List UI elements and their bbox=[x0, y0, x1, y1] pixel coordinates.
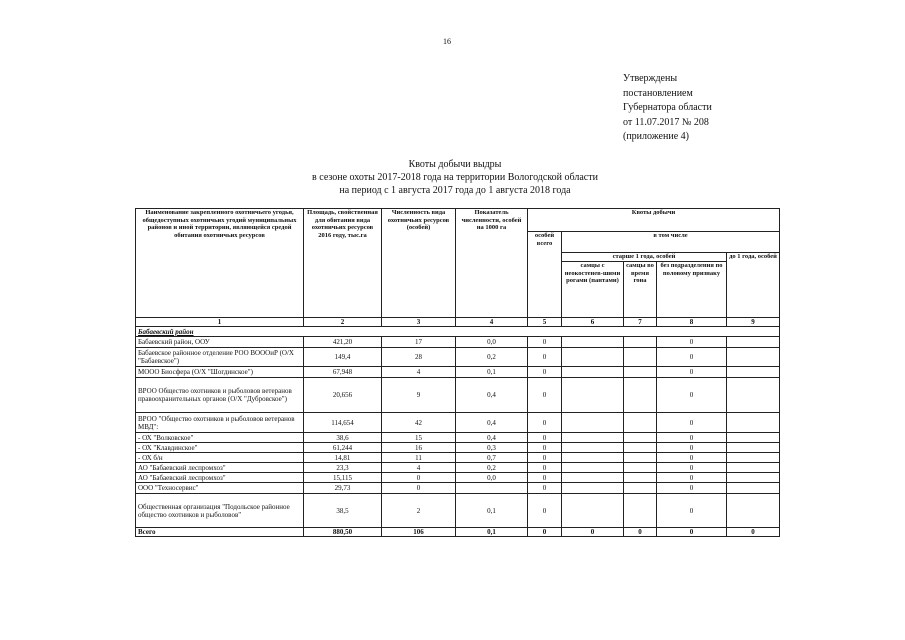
total-area: 880,50 bbox=[304, 528, 382, 537]
header-total: особей всего bbox=[528, 232, 562, 318]
row-under-one bbox=[727, 463, 780, 473]
total-quota: 0 bbox=[528, 528, 562, 537]
column-number: 8 bbox=[657, 318, 727, 327]
row-area: 67,948 bbox=[304, 367, 382, 378]
row-density: 0,3 bbox=[456, 443, 528, 453]
row-no-sex: 0 bbox=[657, 378, 727, 413]
row-name: ВРОО "Общество охотников и рыболовов ветеранов МВД": bbox=[136, 413, 304, 433]
row-under-one bbox=[727, 433, 780, 443]
row-quota-total: 0 bbox=[528, 453, 562, 463]
row-population: 0 bbox=[382, 473, 456, 483]
column-number: 4 bbox=[456, 318, 528, 327]
row-population: 9 bbox=[382, 378, 456, 413]
row-males-velvet bbox=[562, 433, 624, 443]
column-number: 2 bbox=[304, 318, 382, 327]
row-no-sex: 0 bbox=[657, 453, 727, 463]
row-under-one bbox=[727, 494, 780, 528]
header-name: Наименование закрепленного охотничьего угодья, общедоступных охотничьих угодий муниципальных районов и иной территории, являющейся средой обитания охотничьих ресурсов bbox=[136, 209, 304, 318]
row-under-one bbox=[727, 473, 780, 483]
row-area: 29,73 bbox=[304, 483, 382, 494]
row-males-rut bbox=[624, 463, 657, 473]
row-under-one bbox=[727, 483, 780, 494]
row-males-velvet bbox=[562, 413, 624, 433]
row-quota-total: 0 bbox=[528, 367, 562, 378]
row-quota-total: 0 bbox=[528, 378, 562, 413]
title-line: Квоты добычи выдры bbox=[408, 159, 502, 170]
table-row bbox=[136, 443, 780, 453]
row-population: 28 bbox=[382, 348, 456, 367]
row-name: - ОХ "Клавдинское" bbox=[136, 443, 304, 453]
title-line: в сезоне охоты 2017-2018 года на территории Вологодской области bbox=[312, 172, 598, 183]
row-no-sex: 0 bbox=[657, 443, 727, 453]
row-area: 23,3 bbox=[304, 463, 382, 473]
row-population: 42 bbox=[382, 413, 456, 433]
row-area: 421,20 bbox=[304, 337, 382, 348]
row-area: 20,656 bbox=[304, 378, 382, 413]
row-population: 17 bbox=[382, 337, 456, 348]
column-numbers-row bbox=[136, 318, 780, 327]
section-row bbox=[136, 327, 780, 337]
row-males-velvet bbox=[562, 453, 624, 463]
row-area: 14,81 bbox=[304, 453, 382, 463]
row-quota-total: 0 bbox=[528, 348, 562, 367]
row-density: 0,4 bbox=[456, 433, 528, 443]
row-males-rut bbox=[624, 443, 657, 453]
row-density: 0,1 bbox=[456, 367, 528, 378]
row-males-rut bbox=[624, 494, 657, 528]
row-name: Бабаевский район, ООУ bbox=[136, 337, 304, 348]
header-including: в том числе bbox=[562, 232, 780, 253]
header-no-sex: без подразделения по половому признаку bbox=[657, 262, 727, 318]
header-older: старше 1 года, особей bbox=[562, 253, 727, 262]
total-males-velvet: 0 bbox=[562, 528, 624, 537]
page-number: 16 bbox=[443, 37, 451, 46]
row-males-velvet bbox=[562, 378, 624, 413]
row-under-one bbox=[727, 378, 780, 413]
row-population: 0 bbox=[382, 483, 456, 494]
row-males-rut bbox=[624, 483, 657, 494]
approval-line: постановлением bbox=[623, 87, 693, 99]
table-row bbox=[136, 463, 780, 473]
column-number: 7 bbox=[624, 318, 657, 327]
header-population: Численность вида охотничьих ресурсов (особей) bbox=[382, 209, 456, 318]
row-name: - ОХ "Волковское" bbox=[136, 433, 304, 443]
total-row bbox=[136, 528, 780, 537]
section-title: Бабаевский район bbox=[136, 327, 780, 337]
row-under-one bbox=[727, 453, 780, 463]
table-row bbox=[136, 453, 780, 463]
row-name: ООО "Техносервис" bbox=[136, 483, 304, 494]
row-no-sex: 0 bbox=[657, 413, 727, 433]
column-number: 9 bbox=[727, 318, 780, 327]
header-area: Площадь, свойственная для обитания вида охотничьих ресурсов 2016 году, тыс.га bbox=[304, 209, 382, 318]
row-no-sex: 0 bbox=[657, 494, 727, 528]
row-males-rut bbox=[624, 367, 657, 378]
row-quota-total: 0 bbox=[528, 413, 562, 433]
title-line: на период с 1 августа 2017 года до 1 августа 2018 года bbox=[339, 185, 571, 196]
row-males-velvet bbox=[562, 483, 624, 494]
row-name: АО "Бабаевский леспромхоз" bbox=[136, 473, 304, 483]
row-density: 0,2 bbox=[456, 348, 528, 367]
row-males-rut bbox=[624, 378, 657, 413]
table-row bbox=[136, 483, 780, 494]
row-quota-total: 0 bbox=[528, 433, 562, 443]
row-population: 4 bbox=[382, 463, 456, 473]
column-number: 5 bbox=[528, 318, 562, 327]
row-males-rut bbox=[624, 348, 657, 367]
row-males-velvet bbox=[562, 494, 624, 528]
row-density: 0,0 bbox=[456, 337, 528, 348]
row-no-sex: 0 bbox=[657, 463, 727, 473]
row-males-velvet bbox=[562, 463, 624, 473]
total-under-one: 0 bbox=[727, 528, 780, 537]
row-name: Общественная организация "Подольское районное общество охотников и рыболовов" bbox=[136, 494, 304, 528]
header-density: Показатель численности, особей на 1000 га bbox=[456, 209, 528, 318]
row-density: 0,4 bbox=[456, 413, 528, 433]
column-number: 3 bbox=[382, 318, 456, 327]
row-males-rut bbox=[624, 473, 657, 483]
row-males-velvet bbox=[562, 337, 624, 348]
header-under-one: до 1 года, особей bbox=[727, 253, 780, 318]
header-males-rut: самцы во время гона bbox=[624, 262, 657, 318]
row-no-sex: 0 bbox=[657, 483, 727, 494]
approval-line: Утверждены bbox=[623, 73, 678, 84]
row-population: 16 bbox=[382, 443, 456, 453]
document-title bbox=[290, 158, 620, 197]
row-area: 149,4 bbox=[304, 348, 382, 367]
row-population: 4 bbox=[382, 367, 456, 378]
row-under-one bbox=[727, 443, 780, 453]
row-density: 0,1 bbox=[456, 494, 528, 528]
row-quota-total: 0 bbox=[528, 443, 562, 453]
row-no-sex: 0 bbox=[657, 367, 727, 378]
row-no-sex: 0 bbox=[657, 337, 727, 348]
row-name: МООО Биосфера (О/Х "Шогдинское") bbox=[136, 367, 304, 378]
row-quota-total: 0 bbox=[528, 463, 562, 473]
total-density: 0,1 bbox=[456, 528, 528, 537]
row-population: 11 bbox=[382, 453, 456, 463]
row-area: 38,5 bbox=[304, 494, 382, 528]
table-row bbox=[136, 337, 780, 348]
row-density: 0,4 bbox=[456, 378, 528, 413]
row-no-sex: 0 bbox=[657, 348, 727, 367]
row-males-rut bbox=[624, 433, 657, 443]
column-number: 1 bbox=[136, 318, 304, 327]
table-row bbox=[136, 367, 780, 378]
row-population: 2 bbox=[382, 494, 456, 528]
row-under-one bbox=[727, 367, 780, 378]
row-males-velvet bbox=[562, 443, 624, 453]
quota-table bbox=[135, 208, 780, 537]
header-males-velvet: самцы с неокостенев-шими рогами (пантами) bbox=[562, 262, 624, 318]
row-males-rut bbox=[624, 453, 657, 463]
approval-line: Губернатора области bbox=[623, 102, 712, 113]
row-under-one bbox=[727, 348, 780, 367]
row-no-sex: 0 bbox=[657, 433, 727, 443]
row-density: 0,0 bbox=[456, 473, 528, 483]
header-quota: Квоты добычи bbox=[528, 209, 780, 232]
table-row bbox=[136, 433, 780, 443]
row-name: - ОХ б/н bbox=[136, 453, 304, 463]
column-number: 6 bbox=[562, 318, 624, 327]
total-no-sex: 0 bbox=[657, 528, 727, 537]
table-row bbox=[136, 378, 780, 413]
row-name: Бабаевское районное отделение РОО ВОООиР (О/Х "Бабаевское") bbox=[136, 348, 304, 367]
row-quota-total: 0 bbox=[528, 337, 562, 348]
row-males-rut bbox=[624, 337, 657, 348]
row-under-one bbox=[727, 413, 780, 433]
row-quota-total: 0 bbox=[528, 494, 562, 528]
row-quota-total: 0 bbox=[528, 473, 562, 483]
row-males-velvet bbox=[562, 348, 624, 367]
row-density bbox=[456, 483, 528, 494]
row-area: 114,654 bbox=[304, 413, 382, 433]
total-males-rut: 0 bbox=[624, 528, 657, 537]
row-population: 15 bbox=[382, 433, 456, 443]
table-row bbox=[136, 494, 780, 528]
row-males-rut bbox=[624, 413, 657, 433]
total-name: Всего bbox=[136, 528, 304, 537]
row-density: 0,2 bbox=[456, 463, 528, 473]
row-males-velvet bbox=[562, 367, 624, 378]
row-under-one bbox=[727, 337, 780, 348]
row-name: АО "Бабаевский леспромхоз" bbox=[136, 463, 304, 473]
table-row bbox=[136, 473, 780, 483]
row-area: 15,115 bbox=[304, 473, 382, 483]
row-area: 61,244 bbox=[304, 443, 382, 453]
approval-stamp bbox=[623, 72, 712, 145]
table-row bbox=[136, 413, 780, 433]
total-population: 106 bbox=[382, 528, 456, 537]
row-quota-total: 0 bbox=[528, 483, 562, 494]
approval-line: (приложение 4) bbox=[623, 131, 689, 142]
row-name: ВРОО Общество охотников и рыболовов ветеранов правоохранительных органов (О/Х "Дубровское") bbox=[136, 378, 304, 413]
table-row bbox=[136, 348, 780, 367]
row-area: 38,6 bbox=[304, 433, 382, 443]
approval-line: от 11.07.2017 № 208 bbox=[623, 116, 709, 128]
row-males-velvet bbox=[562, 473, 624, 483]
row-no-sex: 0 bbox=[657, 473, 727, 483]
row-density: 0,7 bbox=[456, 453, 528, 463]
